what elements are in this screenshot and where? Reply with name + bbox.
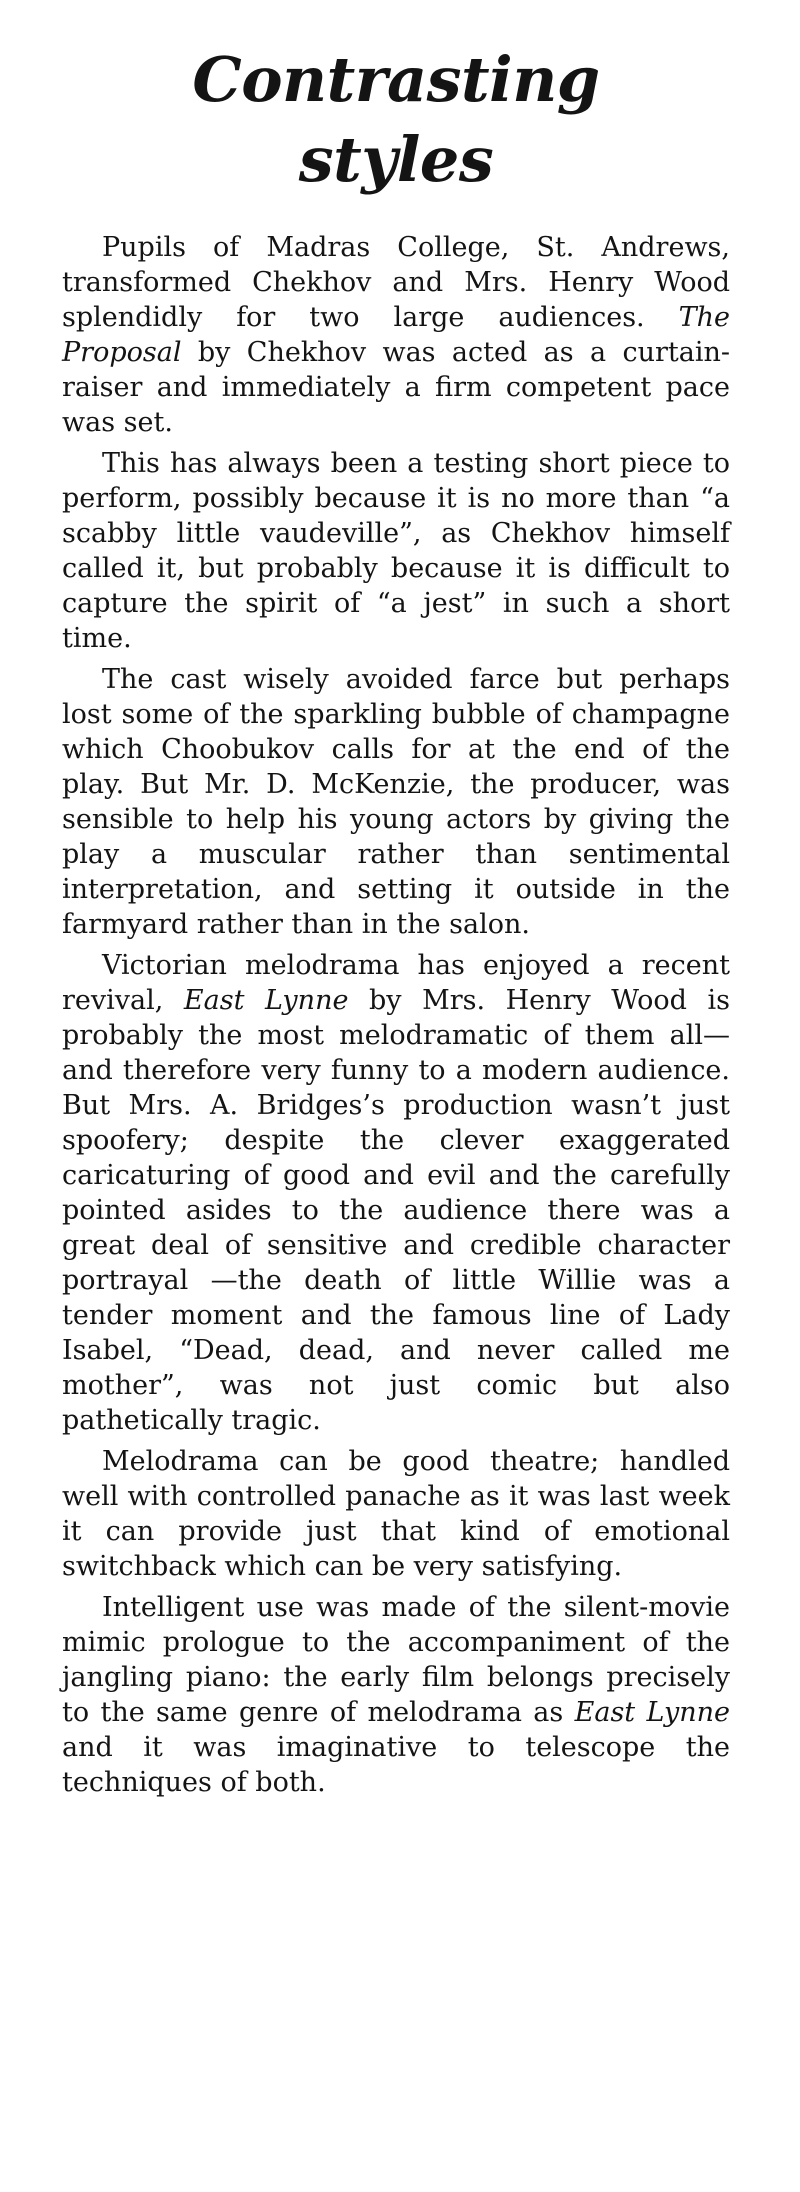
newspaper-clipping [62,40,730,1806]
headline [62,40,730,200]
paragraph-4-text-b: by Mrs. Henry Wood is probably the most melodramatic of them all—and therefore very funny to a modern audience. But Mrs. A. Bridges’s production wasn’t just spoofery; despite the clever exaggerated caricaturing of good and evil and the carefully pointed asides to the audience there was a great deal of sensitive and credible character portrayal —the death of little Willie was a tender moment and the famous line of Lady Isabel, “Dead, dead, and never called me mother”, was not just comic but also pathetically tragic. [62,985,731,1436]
paragraph-1-text-b: by Chekhov was acted as a curtain-raiser and immediately a firm competent pace was set. [62,337,730,438]
paragraph-1 [62,230,730,440]
play-title-east-lynne-2: East Lynne [574,1697,730,1728]
paragraph-5: Melodrama can be good theatre; handled well with controlled panache as it was last week it can provide just that kind of emotional switchback which can be very satisfying. [62,1446,730,1582]
headline-line-2: styles [298,123,494,196]
paragraph-4 [62,948,730,1438]
play-title-east-lynne: East Lynne [183,985,349,1016]
paragraph-2: This has always been a testing short piece to perform, possibly because it is no more than “a scabby little vaudeville”, as Chekhov himself called it, but probably because it is difficult to capture the spirit of “a jest” in such a short time. [62,448,730,654]
headline-line-1: Contrasting [192,43,600,116]
paragraph-1-text-a: Pupils of Madras College, St. Andrews, transformed Chekhov and Mrs. Henry Wood splendidly for two large audiences. [62,232,730,333]
paragraph-6 [62,1590,730,1800]
article-body [62,230,730,1800]
paragraph-3: The cast wisely avoided farce but perhaps lost some of the sparkling bubble of champagne which Choobukov calls for at the end of the play. But Mr. D. McKenzie, the producer, was sensible to help his young actors by giving the play a muscular rather than sentimental interpretation, and setting it outside in the farmyard rather than in the salon. [62,664,730,940]
paragraph-6-text-a: Intelligent use was made of the silent-movie mimic prologue to the accompaniment of the jangling piano: the early film belongs precisely to the same genre of melodrama as [62,1592,730,1728]
paragraph-6-text-b: and it was imaginative to telescope the techniques of both. [62,1732,730,1798]
play-title-the-proposal: The Proposal [62,302,730,368]
paragraph-4-text-a: Victorian melodrama has enjoyed a recent revival, [62,950,730,1016]
